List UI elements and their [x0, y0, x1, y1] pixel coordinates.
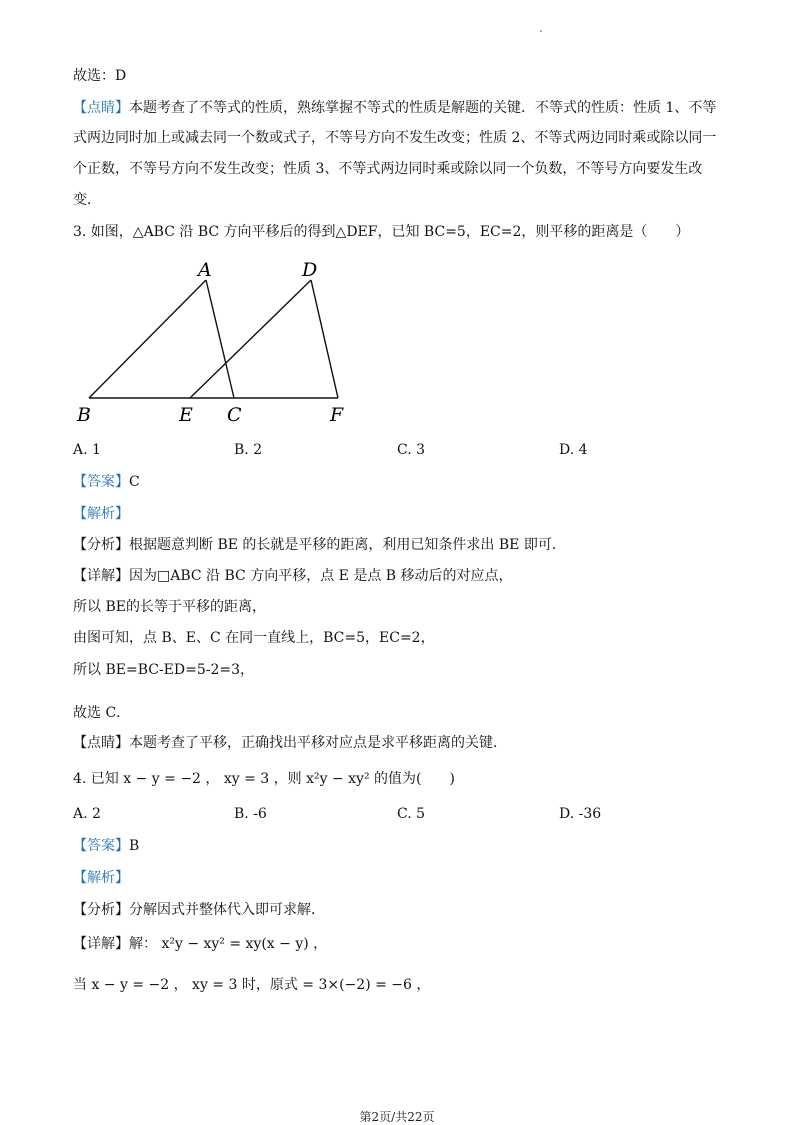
side-ac [206, 280, 234, 398]
answer-3 [73, 472, 140, 492]
q4-option-c: C. 5 [397, 806, 426, 822]
label-b: B [77, 404, 91, 426]
q3-option-c: C. 3 [397, 442, 426, 458]
fenxi-4-text: 分解因式并整体代入即可求解． [129, 902, 325, 918]
q3-option-a: A. 1 [73, 442, 101, 458]
step-5: 当 x − y = −2 ， xy = 3 时，原式 = 3×(−2) = −6 ， [73, 977, 431, 993]
page-footer: 第2页/共22页 [359, 1110, 435, 1124]
tag-answer: 【答案】 [73, 474, 129, 490]
q4-option-d: D. -36 [559, 806, 602, 822]
side-de [190, 280, 311, 398]
analysis-3-heading: 【解析】 [73, 506, 129, 522]
question-4: 4. 已知 x − y = −2 ， xy = 3 ，则 x²y − xy² 的值为( ) [73, 771, 455, 787]
remark-text: 本题考查了不等式的性质，熟练掌握不等式的性质是解题的关键．不等式的性质：性质 1、不等 [129, 100, 717, 116]
step-2: 由图可知，点 B、E、C 在同一直线上，BC=5，EC=2， [73, 630, 435, 646]
label-d: D [302, 259, 318, 281]
xiangjie-3-text: 因为□ABC 沿 BC 方向平移，点 E 是点 B 移动后的对应点， [129, 568, 513, 584]
xiangjie-3 [73, 566, 513, 586]
dianjing-3 [73, 733, 507, 753]
q4-option-b: B. -6 [234, 806, 267, 822]
scan-dot [540, 30, 542, 32]
tag-dianjing: 【点睛】 [73, 100, 129, 116]
line-remark [73, 98, 716, 118]
step-4: 故选 C． [73, 705, 131, 721]
label-a: A [198, 259, 212, 281]
tag-fenxi-4: 【分析】 [73, 902, 129, 918]
step-3: 所以 BE=BC-ED=5-2=3， [73, 662, 255, 678]
line-remark-3: 个正数，不等号方向不发生改变；性质 3、不等式两边同时乘或除以同一个负数，不等号方向要发生改 [73, 161, 703, 177]
answer-4-value: B [129, 838, 140, 854]
line-conclusion: 故选：D [73, 68, 127, 84]
tag-xiangjie: 【详解】 [73, 568, 129, 584]
tag-fenxi: 【分析】 [73, 537, 129, 553]
step-1: 所以 BE的长等于平移的距离， [73, 599, 266, 615]
xiangjie-4-text: 解： x²y − xy² = xy(x − y) ， [129, 936, 328, 952]
tag-answer-4: 【答案】 [73, 838, 129, 854]
label-f: F [330, 404, 344, 426]
answer-3-value: C [129, 474, 140, 490]
line-remark-2: 式两边同时加上或减去同一个数或式子，不等号方向不发生改变；性质 2、不等式两边同时乘或除以同一 [73, 130, 717, 146]
q3-option-d: D. 4 [559, 442, 588, 458]
answer-4 [73, 836, 139, 856]
q3-option-b: B. 2 [234, 442, 263, 458]
line-remark-4: 变． [73, 192, 101, 208]
label-c: C [227, 404, 242, 426]
tag-xiangjie-4: 【详解】 [73, 936, 129, 952]
translation-figure [72, 258, 372, 428]
tag-dianjing-3: 【点睛】 [73, 735, 129, 751]
dianjing-3-text: 本题考查了平移，正确找出平移对应点是求平移距离的关键． [129, 735, 507, 751]
side-df [311, 280, 338, 398]
fenxi-4 [73, 900, 325, 920]
fenxi-3 [73, 535, 566, 555]
fenxi-3-text: 根据题意判断 BE 的长就是平移的距离，利用已知条件求出 BE 即可． [129, 537, 566, 553]
label-e: E [179, 404, 193, 426]
side-ab [89, 280, 206, 398]
q4-option-a: A. 2 [73, 806, 101, 822]
xiangjie-4 [73, 934, 327, 954]
analysis-4-heading: 【解析】 [73, 870, 129, 886]
question-3: 3. 如图，△ABC 沿 BC 方向平移后的得到△DEF，已知 BC=5，EC=2，则平移的距离是（ ） [73, 224, 690, 240]
